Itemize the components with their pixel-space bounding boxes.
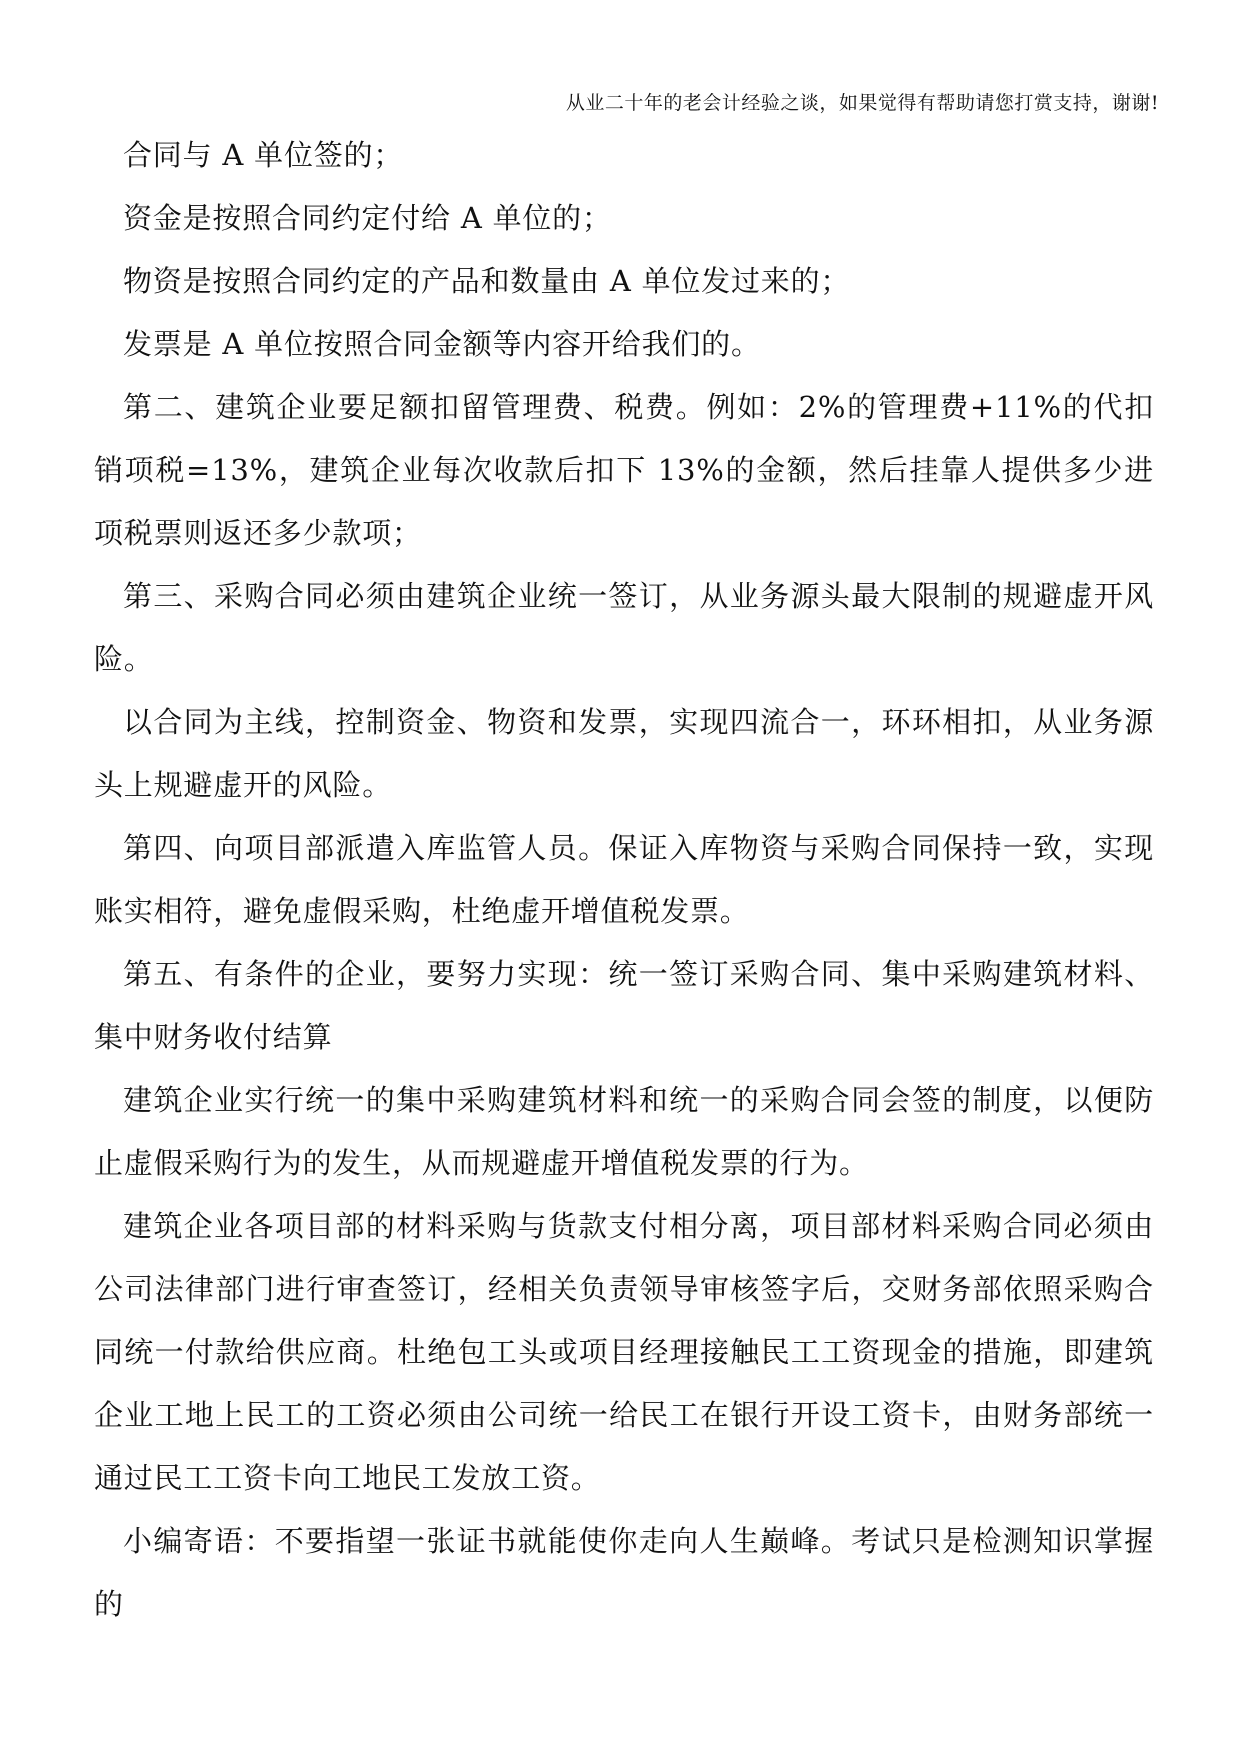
document-body xyxy=(94,124,1154,1636)
paragraph: 第五、有条件的企业，要努力实现：统一签订采购合同、集中采购建筑材料、集中财务收付结算 xyxy=(94,957,1154,1054)
paragraph: 第四、向项目部派遣入库监管人员。保证入库物资与采购合同保持一致，实现账实相符，避免虚假采购，杜绝虚开增值税发票。 xyxy=(94,831,1154,928)
paragraph: 第二、建筑企业要足额扣留管理费、税费。例如：2%的管理费+11%的代扣销项税=13%，建筑企业每次收款后扣下 13%的金额，然后挂靠人提供多少进项税票则返还多少款项； xyxy=(94,390,1154,550)
paragraph: 物资是按照合同约定的产品和数量由 A 单位发过来的； xyxy=(123,264,851,298)
header-note: 从业二十年的老会计经验之谈，如果觉得有帮助请您打赏支持，谢谢! xyxy=(565,92,1159,114)
paragraph: 建筑企业各项目部的材料采购与货款支付相分离，项目部材料采购合同必须由公司法律部门进行审查签订，经相关负责领导审核签字后，交财务部依照采购合同统一付款给供应商。杜绝包工头或项目经理接触民工工资现金的措施，即建筑企业工地上民工的工资必须由公司统一给民工在银行开设工资卡，由财务部统一通过民工工资卡向工地民工发放工资。 xyxy=(94,1209,1154,1495)
paragraph: 资金是按照合同约定付给 A 单位的； xyxy=(123,201,612,235)
paragraph: 第三、采购合同必须由建筑企业统一签订，从业务源头最大限制的规避虚开风险。 xyxy=(94,579,1154,676)
paragraph: 发票是 A 单位按照合同金额等内容开给我们的。 xyxy=(123,327,761,361)
paragraph: 小编寄语：不要指望一张证书就能使你走向人生巅峰。考试只是检测知识掌握的 xyxy=(94,1524,1154,1621)
paragraph: 建筑企业实行统一的集中采购建筑材料和统一的采购合同会签的制度，以便防止虚假采购行为的发生，从而规避虚开增值税发票的行为。 xyxy=(94,1083,1154,1180)
paragraph: 合同与 A 单位签的； xyxy=(123,138,404,172)
paragraph: 以合同为主线，控制资金、物资和发票，实现四流合一，环环相扣，从业务源头上规避虚开的风险。 xyxy=(94,705,1154,802)
